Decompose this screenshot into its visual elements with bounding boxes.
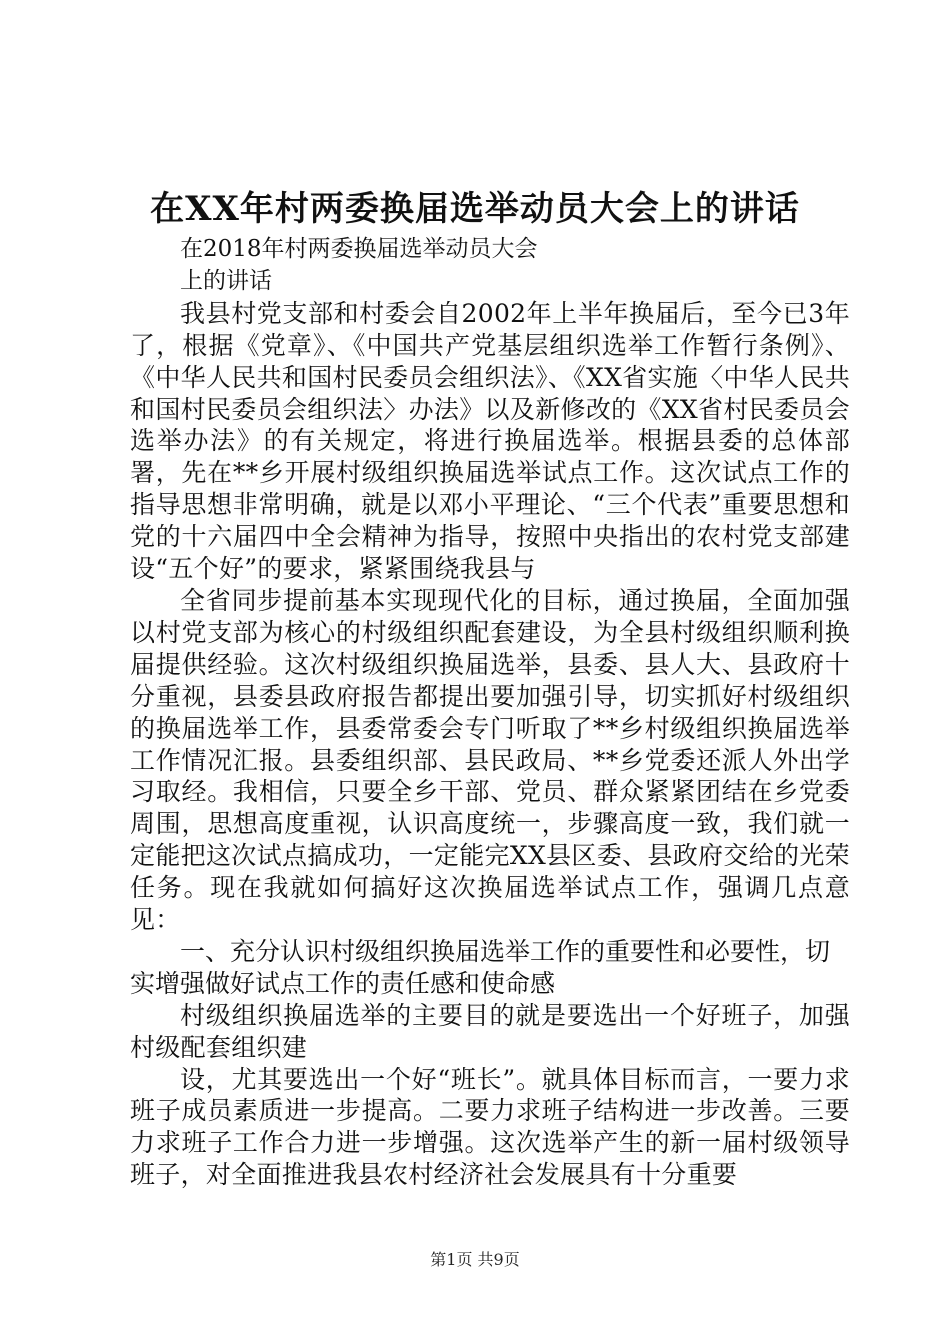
document-body bbox=[130, 234, 850, 1191]
page-number-footer: 第1页 共9页 bbox=[430, 1250, 520, 1269]
subtitle-line-2: 上的讲话 bbox=[180, 267, 272, 294]
paragraph-3: 村级组织换届选举的主要目的就是要选出一个好班子，加强村级配套组织建 bbox=[130, 1000, 850, 1062]
section-one-heading: 一、充分认识村级组织换届选举工作的重要性和必要性，切实增强做好试点工作的责任感和使命感 bbox=[130, 936, 831, 998]
subtitle-line-1: 在2018年村两委换届选举动员大会 bbox=[180, 236, 538, 262]
paragraph-2: 全省同步提前基本实现现代化的目标，通过换届，全面加强以村党支部为核心的村级组织配套建设，为全县村级组织顺利换届提供经验。这次村级组织换届选举，县委、县人大、县政府十分重视，县委县政府报告都提出要加强引导，切实抓好村级组织的换届选举工作，县委常委会专门听取了**乡村级组织换届选举工作情况汇报。县委组织部、县民政局、**乡党委还派人外出学习取经。我相信，只要全乡干部、党员、群众紧紧团结在乡党委周围，思想高度重视，认识高度统一，步骤高度一致，我们就一定能把这次试点搞成功，一定能完XX县区委、县政府交给的光荣任务。现在我就如何搞好这次换届选举试点工作，强调几点意见： bbox=[130, 585, 850, 935]
paragraph-1: 我县村党支部和村委会自2002年上半年换届后，至今已3年了，根据《党章》、《中国共产党基层组织选举工作暂行条例》、《中华人民共和国村民委员会组织法》、《XX省实施〈中华人民共和国村民委员会组织法〉办法》以及新修改的《XX省村民委员会选举办法》的有关规定，将进行换届选举。根据县委的总体部署，先在**乡开展村级组织换届选举试点工作。这次试点工作的指导思想非常明确，就是以邓小平理论、“三个代表”重要思想和党的十六届四中全会精神为指导，按照中央指出的农村党支部建设“五个好”的要求，紧紧围绕我县与 bbox=[130, 298, 850, 584]
paragraph-4: 设，尤其要选出一个好“班长”。就具体目标而言，一要力求班子成员素质进一步提高。二要力求班子结构进一步改善。三要力求班子工作合力进一步增强。这次选举产生的新一届村级领导班子，对全面推进我县农村经济社会发展具有十分重要 bbox=[130, 1064, 850, 1190]
document-title: 在XX年村两委换届选举动员大会上的讲话 bbox=[150, 189, 800, 229]
